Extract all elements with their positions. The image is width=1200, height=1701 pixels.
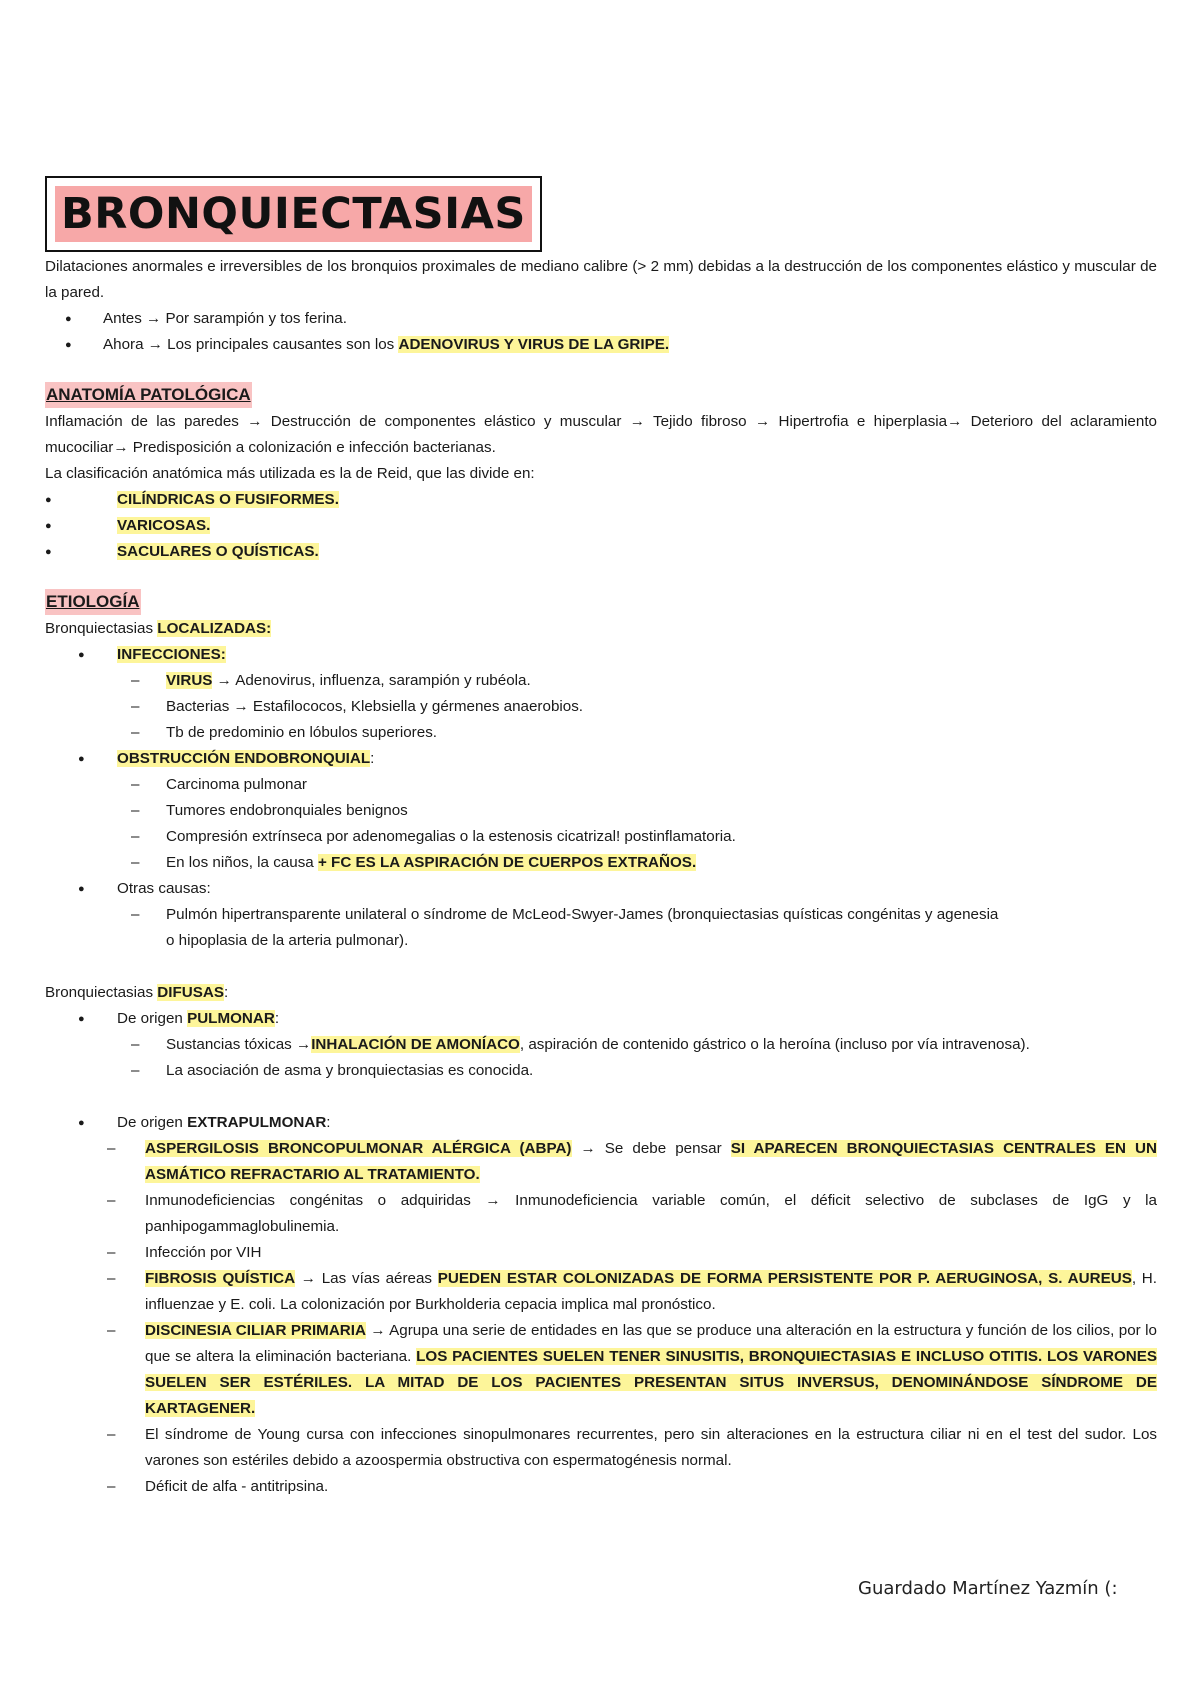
list-item-type: ● SACULARES O QUÍSTICAS. <box>45 539 1157 565</box>
list-item-fibrosis: – FIBROSIS QUÍSTICA → Las vías aéreas PUEDEN ESTAR COLONIZADAS DE FORMA PERSISTENTE POR P. AERUGINOSA, S. AUREUS, H. influenzae y E. coli. La colonización por Burkholderia cepacia implica mal pronóstico. <box>45 1266 1157 1318</box>
list-item-compresion: – Compresión extrínseca por adenomegalias o la estenosis cicatrizal! postinflamatoria. <box>45 824 1157 850</box>
list-item-type: ● VARICOSAS. <box>45 513 1157 539</box>
list-item-bacterias: – Bacterias → Estafilococos, Klebsiella y gérmenes anaerobios. <box>45 694 1157 720</box>
difusas-label: Bronquiectasias DIFUSAS: <box>45 984 229 1001</box>
list-item-obstruccion: ● OBSTRUCCIÓN ENDOBRONQUIAL: <box>45 746 1157 772</box>
list-item-tumores: – Tumores endobronquiales benignos <box>45 798 1157 824</box>
definition-text: Dilataciones anormales e irreversibles de los bronquios proximales de mediano calibre (> 2 mm) debidas a la destrucción de los componentes elástico y muscular de la pared. <box>45 258 1157 301</box>
classification-text: La clasificación anatómica más utilizada es la de Reid, que las divide en: <box>45 465 535 482</box>
list-item-abpa: – ASPERGILOSIS BRONCOPULMONAR ALÉRGICA (ABPA) → Se debe pensar SI APARECEN BRONQUIECTASIAS CENTRALES EN UN ASMÁTICO REFRACTARIO AL TRATAMIENTO. <box>45 1136 1157 1188</box>
list-item-virus: – VIRUS → Adenovirus, influenza, sarampión y rubéola. <box>45 668 1157 694</box>
localizadas-label: Bronquiectasias LOCALIZADAS: <box>45 620 272 637</box>
title-box <box>45 176 542 252</box>
list-item-young: – El síndrome de Young cursa con infecciones sinopulmonares recurrentes, pero sin alteraciones en la estructura ciliar ni en el test del sudor. Los varones son estériles debido a azoospermia obstructiva con espermatogénesis normal. <box>45 1422 1157 1474</box>
list-item-sustancias: – Sustancias tóxicas →INHALACIÓN DE AMONÍACO, aspiración de contenido gástrico o la heroína (incluso por vía intravenosa). <box>45 1032 1157 1058</box>
list-item-now: ● Ahora → Los principales causantes son los ADENOVIRUS Y VIRUS DE LA GRIPE. <box>45 332 1157 358</box>
list-item-alfa: – Déficit de alfa - antitripsina. <box>45 1474 1157 1500</box>
list-item-vih: – Infección por VIH <box>45 1240 1157 1266</box>
list-item-type: ● CILÍNDRICAS O FUSIFORMES. <box>45 487 1157 513</box>
document-page <box>45 176 1157 1500</box>
list-item-infecciones: ● INFECCIONES: <box>45 642 1157 668</box>
list-item-pulmonar: ● De origen PULMONAR: <box>45 1006 1157 1032</box>
section-heading-etiologia: ETIOLOGÍA <box>45 589 141 615</box>
list-item-ninos: – En los niños, la causa + FC ES LA ASPIRACIÓN DE CUERPOS EXTRAÑOS. <box>45 850 1157 876</box>
page-title: BRONQUIECTASIAS <box>55 186 532 242</box>
list-item-inmuno: – Inmunodeficiencias congénitas o adquiridas → Inmunodeficiencia variable común, el déficit selectivo de subclases de IgG y la panhipogammaglobulinemia. <box>45 1188 1157 1240</box>
list-item-discinesia: – DISCINESIA CILIAR PRIMARIA → Agrupa una serie de entidades en las que se produce una alteración en la estructura y función de los cilios, por lo que se altera la eliminación bacteriana. LOS PACIENTES SUELEN TENER SINUSITIS, BRONQUIECTASIAS E INCLUSO OTITIS. LOS VARONES SUELEN SER ESTÉRILES. LA MITAD DE LOS PACIENTES PRESENTAN SITUS INVERSUS, DENOMINÁNDOSE SÍNDROME DE KARTAGENER. <box>45 1318 1157 1422</box>
list-item-tb: – Tb de predominio en lóbulos superiores. <box>45 720 1157 746</box>
section-heading-anatomia: ANATOMÍA PATOLÓGICA <box>45 382 252 408</box>
anatomia-text: Inflamación de las paredes → Destrucción de componentes elástico y muscular → Tejido fibroso → Hipertrofia e hiperplasia→ Deterioro del aclaramiento mucociliar→ Predisposición a colonización e infección bacterianas. <box>45 413 1157 456</box>
author-footer: Guardado Martínez Yazmín (: <box>858 1578 1118 1599</box>
list-item-otras: ● Otras causas: <box>45 876 1157 902</box>
list-item-asma: – La asociación de asma y bronquiectasias es conocida. <box>45 1058 1157 1084</box>
list-item-before: ● Antes → Por sarampión y tos ferina. <box>45 306 1157 332</box>
list-item-extrapulmonar: ● De origen EXTRAPULMONAR: <box>45 1110 1157 1136</box>
list-item-pulmon: – Pulmón hipertransparente unilateral o síndrome de McLeod-Swyer-James (bronquiectasias quísticas congénitas y agenesia o hipoplasia de la arteria pulmonar). <box>45 902 1157 954</box>
list-item-carcinoma: – Carcinoma pulmonar <box>45 772 1157 798</box>
